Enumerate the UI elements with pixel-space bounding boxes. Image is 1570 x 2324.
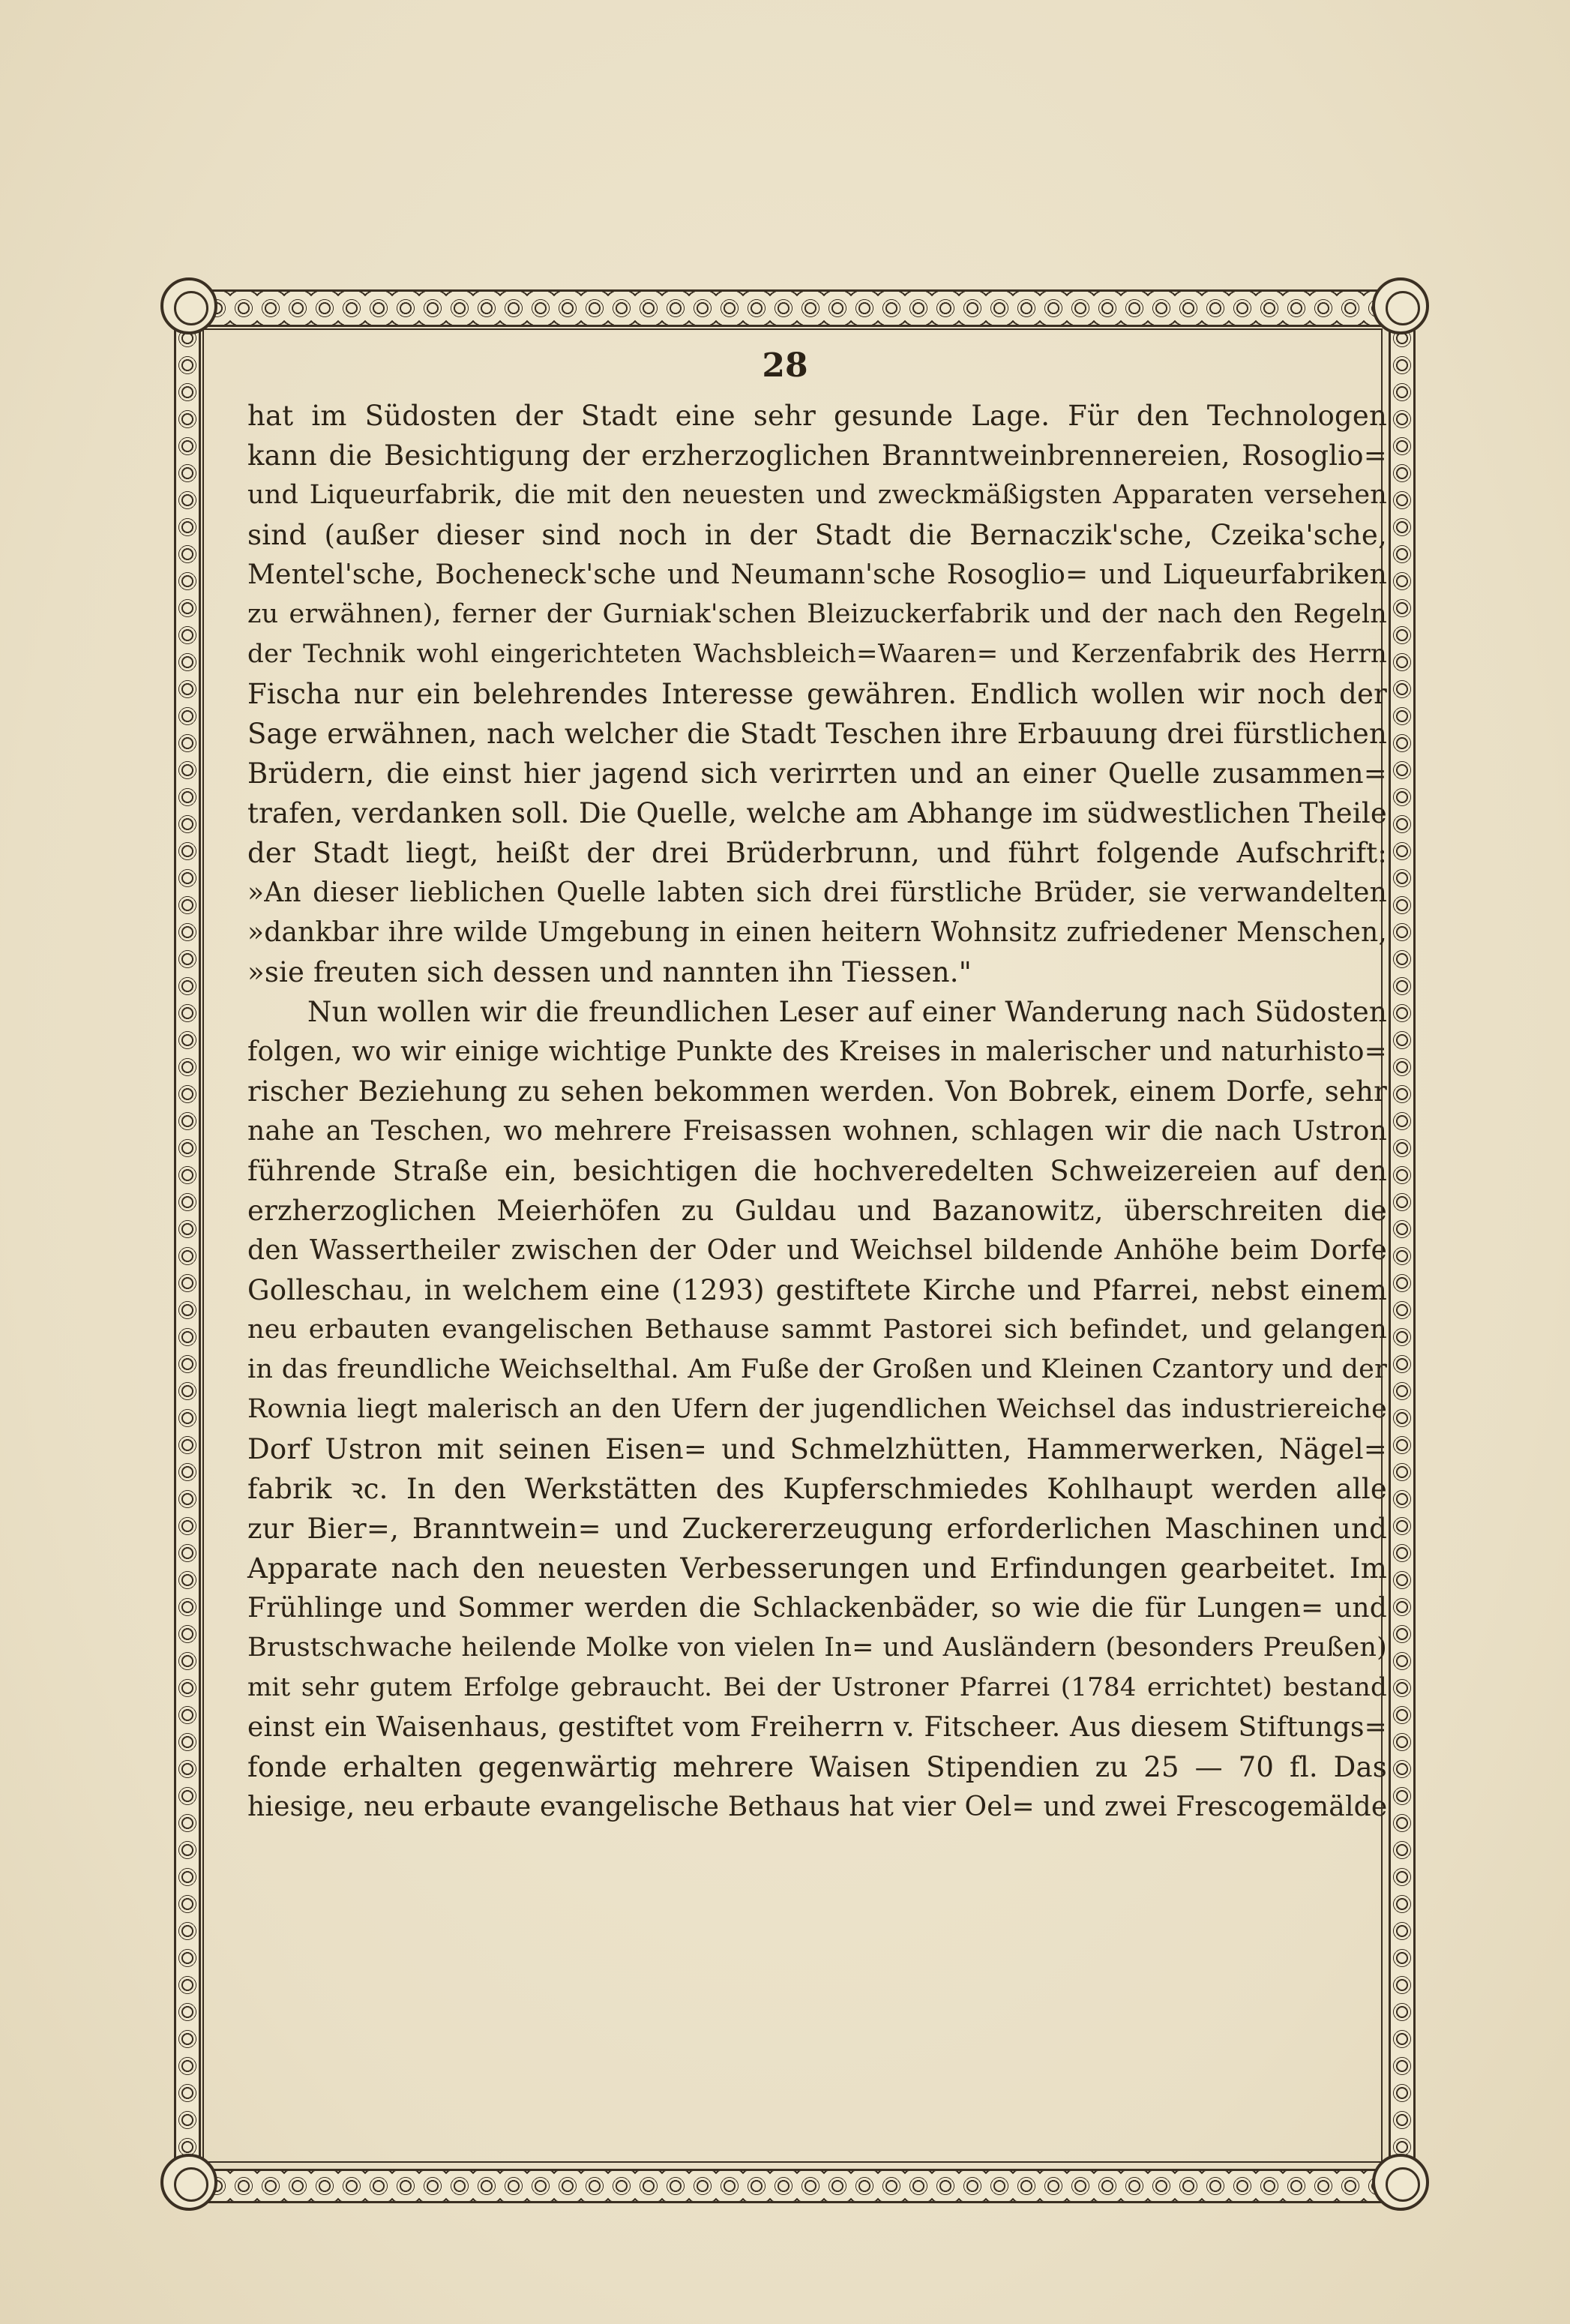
text-line: rischer Beziehung zu sehen bekommen werden. Von Bobrek, einem Dorfe, sehr (247, 1075, 1387, 1108)
text-line: führende Straße ein, besichtigen die hochveredelten Schweizereien auf den (247, 1155, 1387, 1187)
border-right-ornament (1389, 322, 1416, 2173)
corner-flourish-icon (160, 2154, 217, 2211)
body-text (247, 396, 1387, 1827)
text-line: trafen, verdanken soll. Die Quelle, welche am Abhange im südwestlichen Theile (247, 797, 1387, 829)
text-line: Nun wollen wir die freundlichen Leser auf einer Wanderung nach Südosten (307, 996, 1387, 1028)
text-line: der Technik wohl eingerichteten Wachsbleich=Waaren= und Kerzenfabrik des Herrn (247, 639, 1387, 669)
text-line: zu erwähnen), ferner der Gurniak'schen Bleizuckerfabrik und der nach den Regeln (247, 599, 1387, 629)
text-line: einst ein Waisenhaus, gestiftet vom Freiherrn v. Fitscheer. Aus diesem Stiftungs= (247, 1712, 1387, 1743)
text-line: folgen, wo wir einige wichtige Punkte des Kreises in malerischer und naturhisto= (247, 1036, 1387, 1067)
text-line: mit sehr gutem Erfolge gebraucht. Bei der Ustroner Pfarrei (1784 errichtet) bestand (247, 1672, 1387, 1702)
text-line: Golleschau, in welchem eine (1293) gestiftete Kirche und Pfarrei, nebst einem (247, 1274, 1387, 1306)
text-line: erzherzoglichen Meierhöfen zu Guldau und Bazanowitz, überschreiten die (247, 1195, 1387, 1227)
text-line: »dankbar ihre wilde Umgebung in einen heitern Wohnsitz zufriedener Menschen, (247, 917, 1387, 948)
text-line: Frühlinge und Sommer werden die Schlackenbäder, so wie die für Lungen= und (247, 1593, 1387, 1624)
text-line: den Wassertheiler zwischen der Oder und Weichsel bildende Anhöhe beim Dorfe (247, 1235, 1387, 1266)
text-line: kann die Besichtigung der erzherzoglichen Branntweinbrennereien, Rosoglio= (247, 439, 1387, 472)
text-line: fabrik ꝛc. In den Werkstätten des Kupferschmiedes Kohlhaupt werden alle (247, 1473, 1387, 1505)
text-line: nahe an Teschen, wo mehrere Freisassen wohnen, schlagen wir die nach Ustron (247, 1116, 1387, 1147)
page-number: 28 (762, 346, 808, 385)
text-line: »sie freuten sich dessen und nannten ihn Tiessen." (247, 956, 972, 988)
text-line: neu erbauten evangelischen Bethause sammt Pastorei sich befindet, und gelangen (247, 1315, 1387, 1345)
text-line: Fischa nur ein belehrendes Interesse gewähren. Endlich wollen wir noch der (247, 678, 1387, 710)
text-line: Sage erwähnen, nach welcher die Stadt Teschen ihre Erbauung drei fürstlichen (247, 718, 1387, 750)
corner-flourish-icon (1372, 2154, 1429, 2211)
corner-flourish-icon (160, 277, 217, 334)
text-line: Dorf Ustron mit seinen Eisen= und Schmelzhütten, Hammerwerken, Nägel= (247, 1433, 1387, 1465)
text-line: der Stadt liegt, heißt der drei Brüderbrunn, und führt folgende Aufschrift: (247, 837, 1387, 869)
text-line: sind (außer dieser sind noch in der Stadt die Bernaczik'sche, Czeika'sche, (247, 519, 1387, 551)
text-line: Rownia liegt malerisch an den Ufern der jugendlichen Weichsel das industriereiche (247, 1394, 1387, 1424)
text-line: Apparate nach den neuesten Verbesserungen und Erfindungen gearbeitet. Im (247, 1552, 1387, 1585)
border-left-ornament (174, 322, 201, 2173)
text-line: in das freundliche Weichselthal. Am Fuße der Großen und Kleinen Czantory und der (247, 1354, 1387, 1384)
border-top-ornament (174, 289, 1408, 327)
text-line: Brüdern, die einst hier jagend sich verirrten und an einer Quelle zusammen= (247, 757, 1387, 790)
text-line: hat im Südosten der Stadt eine sehr gesunde Lage. Für den Technologen (247, 400, 1387, 432)
text-line: hiesige, neu erbaute evangelische Bethaus hat vier Oel= und zwei Frescogemälde (247, 1792, 1388, 1822)
text-line: und Liqueurfabrik, die mit den neuesten und zweckmäßigsten Apparaten versehen (247, 480, 1387, 510)
corner-flourish-icon (1372, 277, 1429, 334)
text-line: zur Bier=, Branntwein= und Zuckererzeugung erforderlichen Maschinen und (247, 1513, 1387, 1545)
border-bottom-ornament (174, 2169, 1408, 2203)
text-line: fonde erhalten gegenwärtig mehrere Waisen Stipendien zu 25 — 70 fl. Das (247, 1751, 1387, 1783)
text-line: »An dieser lieblichen Quelle labten sich drei fürstliche Brüder, sie verwandelten (247, 877, 1387, 908)
text-line: Mentel'sche, Bocheneck'sche und Neumann'sche Rosoglio= und Liqueurfabriken (247, 559, 1387, 590)
text-line: Brustschwache heilende Molke von vielen In= und Ausländern (besonders Preußen) (247, 1633, 1387, 1663)
